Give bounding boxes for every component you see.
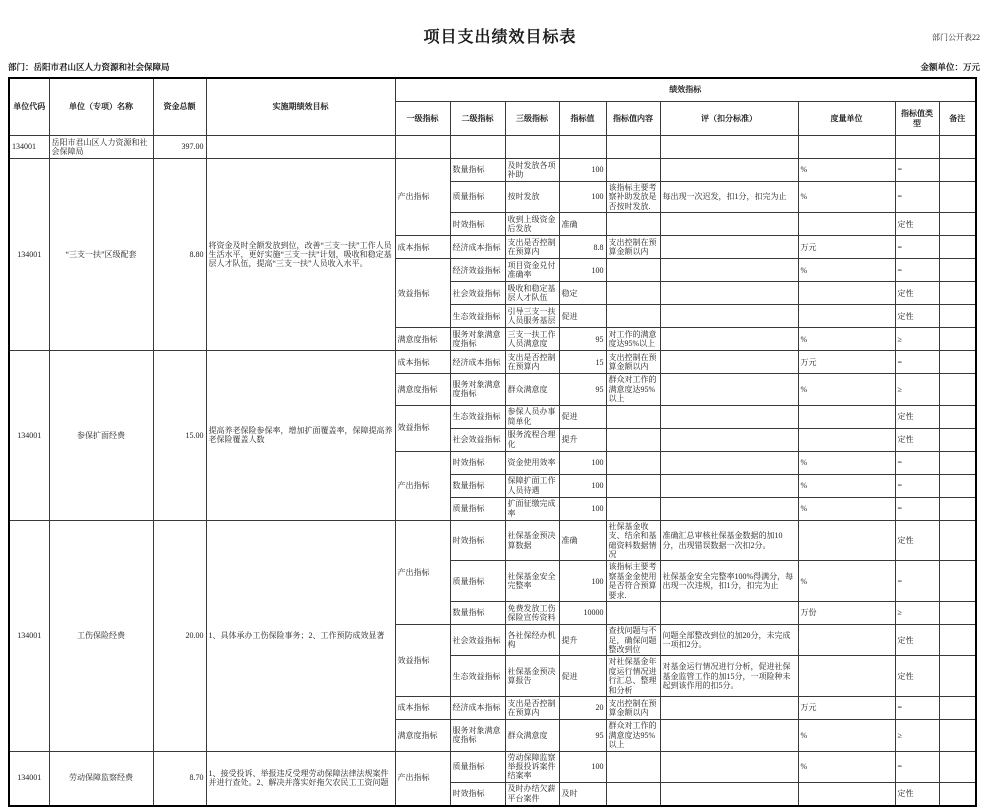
- cell-unit-name: “三支一扶”区级配套: [49, 159, 153, 351]
- cell-level1: 成本指标: [395, 351, 450, 374]
- cell-value-content: 该指标主要考察基金金使用是否符合预算要求.: [606, 561, 660, 602]
- cell-score-rule: [660, 602, 798, 625]
- cell-score-rule: 社保基金安全完整率100%得满分，每出现一次违规，扣1分，扣完为止: [660, 561, 798, 602]
- cell-level2: 时效指标: [450, 782, 505, 806]
- cell-level3: 服务流程合理化: [505, 428, 559, 451]
- cell-unit-code: 134001: [9, 159, 49, 351]
- col-header-value-content: 指标值内容: [606, 102, 660, 136]
- cell-measure-unit: [798, 305, 895, 328]
- cell-measure-unit: %: [798, 561, 895, 602]
- cell-value-type: =: [895, 259, 939, 282]
- cell-level2: 经济成本指标: [450, 236, 505, 259]
- cell-level2: 质量指标: [450, 751, 505, 782]
- doc-number: 部门公开表22: [932, 33, 980, 42]
- cell-level2: 数量指标: [450, 474, 505, 497]
- cell-level1: 产出指标: [395, 451, 450, 520]
- cell-measure-unit: %: [798, 182, 895, 213]
- page-title: 项目支出绩效目标表: [423, 29, 577, 46]
- cell-value-content: 支出控制在预算金额以内: [606, 351, 660, 374]
- cell-value-content: 社保基金收支、结余和基础资料数据情况: [606, 520, 660, 561]
- cell-amount: 15.00: [153, 351, 206, 520]
- cell-value: 准确: [559, 213, 606, 236]
- cell-level3: 按时发放: [505, 182, 559, 213]
- cell-score-rule: [660, 697, 798, 720]
- cell-value: 100: [559, 474, 606, 497]
- cell-measure-unit: 万份: [798, 602, 895, 625]
- cell-level3: 支出是否控制在预算内: [505, 697, 559, 720]
- cell-remark: [939, 656, 976, 697]
- cell-value-content: 对工作的满意度达95%以上: [606, 328, 660, 351]
- summary-row: [9, 136, 976, 159]
- cell-empty: [559, 136, 606, 159]
- cell-level1: 效益指标: [395, 405, 450, 451]
- cell-level3: 社保基金安全完整率: [505, 561, 559, 602]
- cell-level2: 经济效益指标: [450, 259, 505, 282]
- cell-level2: 生态效益指标: [450, 405, 505, 428]
- cell-goal: 将资金及时全额发放到位，改善“三支一扶”工作人员生活水平，更好实施“三支一扶”计划，吸收和稳定基层人才队伍，提高“三支一扶”人员收入水平。: [206, 159, 395, 351]
- cell-level2: 经济成本指标: [450, 351, 505, 374]
- cell-level2: 质量指标: [450, 182, 505, 213]
- cell-measure-unit: %: [798, 374, 895, 405]
- cell-empty: [606, 136, 660, 159]
- cell-value-type: =: [895, 182, 939, 213]
- cell-score-rule: [660, 213, 798, 236]
- cell-value-type: 定性: [895, 305, 939, 328]
- performance-table: [8, 77, 977, 807]
- cell-value-type: =: [895, 451, 939, 474]
- cell-value-type: 定性: [895, 520, 939, 561]
- cell-measure-unit: [798, 520, 895, 561]
- col-header-score-rule: 评（扣分标准）: [660, 102, 798, 136]
- cell-remark: [939, 474, 976, 497]
- col-header-unit-name: 单位（专项）名称: [49, 78, 153, 136]
- cell-value-type: 定性: [895, 213, 939, 236]
- cell-value-type: =: [895, 351, 939, 374]
- cell-level3: 各社保经办机构: [505, 625, 559, 656]
- cell-value-content: 该指标主要考察补助发放是否按时发放.: [606, 182, 660, 213]
- cell-value-content: [606, 782, 660, 806]
- cell-level1: 满意度指标: [395, 374, 450, 405]
- cell-score-rule: 每出现一次迟发，扣1分，扣完为止: [660, 182, 798, 213]
- col-header-level3: 三级指标: [505, 102, 559, 136]
- cell-value-type: ≥: [895, 720, 939, 751]
- col-header-performance-group: 绩效指标: [395, 78, 976, 102]
- cell-measure-unit: %: [798, 259, 895, 282]
- cell-goal: [206, 136, 395, 159]
- cell-unit-code: 134001: [9, 136, 49, 159]
- cell-score-rule: [660, 259, 798, 282]
- cell-level1: 成本指标: [395, 697, 450, 720]
- cell-measure-unit: [798, 213, 895, 236]
- cell-value: 10000: [559, 602, 606, 625]
- cell-value-content: 群众对工作的满意度达95%以上: [606, 720, 660, 751]
- cell-score-rule: 问题全部整改到位的加20分，未完成一项扣2分。: [660, 625, 798, 656]
- cell-value-type: 定性: [895, 625, 939, 656]
- cell-goal: 1、接受投诉、举报违反受理劳动保障法律法规案件并进行查处。2、解决并落实好拖欠农民工工资问题: [206, 751, 395, 806]
- cell-remark: [939, 697, 976, 720]
- cell-measure-unit: %: [798, 751, 895, 782]
- department-label: 部门：岳阳市君山区人力资源和社会保障局: [8, 62, 170, 72]
- cell-unit-code: 134001: [9, 751, 49, 806]
- cell-level3: 群众满意度: [505, 374, 559, 405]
- cell-value: 100: [559, 497, 606, 520]
- header-row-top: [9, 78, 976, 102]
- cell-value-type: 定性: [895, 782, 939, 806]
- cell-remark: [939, 751, 976, 782]
- cell-value-content: [606, 497, 660, 520]
- cell-remark: [939, 602, 976, 625]
- cell-empty: [505, 136, 559, 159]
- cell-measure-unit: %: [798, 720, 895, 751]
- cell-unit-code: 134001: [9, 351, 49, 520]
- cell-remark: [939, 561, 976, 602]
- cell-value-type: =: [895, 697, 939, 720]
- cell-empty: [395, 136, 450, 159]
- cell-level2: 生态效益指标: [450, 305, 505, 328]
- cell-level1: 满意度指标: [395, 720, 450, 751]
- cell-measure-unit: %: [798, 451, 895, 474]
- cell-level1: 产出指标: [395, 751, 450, 806]
- cell-level2: 生态效益指标: [450, 656, 505, 697]
- cell-measure-unit: %: [798, 497, 895, 520]
- cell-amount: 8.70: [153, 751, 206, 806]
- cell-empty: [798, 136, 895, 159]
- cell-level3: 免费发放工伤保险宣传资料: [505, 602, 559, 625]
- cell-level3: 引导三支一扶人员服务基层: [505, 305, 559, 328]
- cell-unit-code: 134001: [9, 520, 49, 751]
- cell-value-type: =: [895, 474, 939, 497]
- cell-measure-unit: %: [798, 159, 895, 182]
- cell-score-rule: [660, 282, 798, 305]
- cell-score-rule: [660, 782, 798, 806]
- indicator-row: [9, 751, 976, 782]
- cell-level3: 支出是否控制在预算内: [505, 351, 559, 374]
- col-header-remark: 备注: [939, 102, 976, 136]
- cell-value-content: [606, 282, 660, 305]
- cell-level3: 劳动保障监察举报投诉案件结案率: [505, 751, 559, 782]
- col-header-period-goal: 实施期绩效目标: [206, 78, 395, 136]
- cell-remark: [939, 282, 976, 305]
- cell-level3: 群众满意度: [505, 720, 559, 751]
- cell-amount: 397.00: [153, 136, 206, 159]
- cell-level1: 成本指标: [395, 236, 450, 259]
- cell-level1: 产出指标: [395, 520, 450, 625]
- col-header-value: 指标值: [559, 102, 606, 136]
- cell-value-content: [606, 405, 660, 428]
- cell-value-content: 查找问题与不足，确保问题整改到位: [606, 625, 660, 656]
- cell-value: 100: [559, 561, 606, 602]
- cell-value: 促进: [559, 405, 606, 428]
- cell-level2: 社会效益指标: [450, 428, 505, 451]
- cell-value-content: [606, 259, 660, 282]
- cell-measure-unit: [798, 782, 895, 806]
- cell-level3: 资金使用效率: [505, 451, 559, 474]
- cell-level2: 时效指标: [450, 213, 505, 236]
- cell-measure-unit: [798, 405, 895, 428]
- cell-value-content: 群众对工作的满意度达95%以上: [606, 374, 660, 405]
- cell-value: 15: [559, 351, 606, 374]
- cell-value-type: =: [895, 236, 939, 259]
- cell-level3: 及时办结欠薪平台案件: [505, 782, 559, 806]
- cell-value: 100: [559, 751, 606, 782]
- cell-measure-unit: %: [798, 328, 895, 351]
- cell-value: 100: [559, 182, 606, 213]
- cell-level2: 社会效益指标: [450, 282, 505, 305]
- cell-value-type: =: [895, 159, 939, 182]
- cell-value: 促进: [559, 656, 606, 697]
- cell-level3: 保障扩面工作人员待遇: [505, 474, 559, 497]
- cell-level2: 服务对象满意度指标: [450, 374, 505, 405]
- cell-level2: 社会效益指标: [450, 625, 505, 656]
- cell-remark: [939, 259, 976, 282]
- cell-level3: 支出是否控制在预算内: [505, 236, 559, 259]
- cell-value-content: 支出控制在预算金额以内: [606, 697, 660, 720]
- cell-level2: 质量指标: [450, 561, 505, 602]
- cell-remark: [939, 213, 976, 236]
- cell-value-content: 对社保基金年度运行情况进行汇总、整理和分析: [606, 656, 660, 697]
- cell-level2: 经济成本指标: [450, 697, 505, 720]
- cell-unit-name: 工伤保险经费: [49, 520, 153, 751]
- cell-value: 及时: [559, 782, 606, 806]
- cell-level2: 时效指标: [450, 451, 505, 474]
- cell-score-rule: 对基金运行情况进行分析，促进社保基金监管工作的加15分，一项险种未起到该作用的扣5分。: [660, 656, 798, 697]
- cell-score-rule: [660, 159, 798, 182]
- cell-measure-unit: [798, 656, 895, 697]
- cell-value-type: ≥: [895, 328, 939, 351]
- cell-level2: 服务对象满意度指标: [450, 720, 505, 751]
- cell-value-type: ≥: [895, 602, 939, 625]
- cell-value-type: =: [895, 751, 939, 782]
- cell-remark: [939, 236, 976, 259]
- cell-level3: 项目资金兑付准确率: [505, 259, 559, 282]
- cell-level3: 参保人员办事简单化: [505, 405, 559, 428]
- cell-measure-unit: %: [798, 474, 895, 497]
- cell-value: 促进: [559, 305, 606, 328]
- cell-remark: [939, 305, 976, 328]
- cell-score-rule: [660, 751, 798, 782]
- table-body: [9, 136, 976, 806]
- cell-remark: [939, 405, 976, 428]
- cell-value-content: [606, 751, 660, 782]
- cell-value-content: [606, 428, 660, 451]
- cell-score-rule: [660, 351, 798, 374]
- cell-score-rule: [660, 374, 798, 405]
- col-header-total-fund: 资金总额: [153, 78, 206, 136]
- cell-level2: 数量指标: [450, 159, 505, 182]
- cell-level3: 社保基金预决算报告: [505, 656, 559, 697]
- indicator-row: [9, 351, 976, 374]
- cell-value: 20: [559, 697, 606, 720]
- cell-empty: [660, 136, 798, 159]
- cell-unit-name: 岳阳市君山区人力资源和社会保障局: [49, 136, 153, 159]
- cell-level1: 效益指标: [395, 259, 450, 328]
- cell-value: 提升: [559, 625, 606, 656]
- cell-amount: 8.80: [153, 159, 206, 351]
- cell-value-type: =: [895, 561, 939, 602]
- table-header: [9, 78, 976, 136]
- cell-remark: [939, 351, 976, 374]
- col-header-level1: 一级指标: [395, 102, 450, 136]
- col-header-value-type: 指标值类型: [895, 102, 939, 136]
- cell-remark: [939, 159, 976, 182]
- cell-value: 稳定: [559, 282, 606, 305]
- cell-score-rule: [660, 328, 798, 351]
- cell-level3: 三支一扶工作人员满意度: [505, 328, 559, 351]
- cell-score-rule: [660, 428, 798, 451]
- cell-level2: 质量指标: [450, 497, 505, 520]
- cell-value-content: [606, 213, 660, 236]
- cell-value-type: 定性: [895, 405, 939, 428]
- cell-score-rule: 准确汇总审核社保基金数据的加10分，出现错误数据一次扣2分。: [660, 520, 798, 561]
- cell-value-content: [606, 474, 660, 497]
- cell-measure-unit: [798, 282, 895, 305]
- cell-value-content: [606, 159, 660, 182]
- cell-remark: [939, 497, 976, 520]
- cell-measure-unit: 万元: [798, 351, 895, 374]
- cell-amount: 20.00: [153, 520, 206, 751]
- cell-goal: 1、具体承办工伤保险事务；2、工作预防成效显著: [206, 520, 395, 751]
- cell-level1: 产出指标: [395, 159, 450, 236]
- indicator-row: [9, 159, 976, 182]
- cell-goal: 提高养老保险参保率，增加扩面覆盖率，保障提高养老保险覆盖人数: [206, 351, 395, 520]
- col-header-measure-unit: 度量单位: [798, 102, 895, 136]
- cell-level1: 效益指标: [395, 625, 450, 697]
- cell-measure-unit: 万元: [798, 697, 895, 720]
- cell-value-content: [606, 305, 660, 328]
- cell-score-rule: [660, 474, 798, 497]
- cell-remark: [939, 625, 976, 656]
- cell-remark: [939, 782, 976, 806]
- cell-value-type: ≥: [895, 374, 939, 405]
- cell-level3: 扩面征缴完成率: [505, 497, 559, 520]
- cell-level3: 社保基金预决算数据: [505, 520, 559, 561]
- cell-score-rule: [660, 497, 798, 520]
- cell-value: 准确: [559, 520, 606, 561]
- meta-row: [0, 61, 1000, 73]
- cell-unit-name: 参保扩面经费: [49, 351, 153, 520]
- cell-value: 100: [559, 159, 606, 182]
- cell-level3: 吸收和稳定基层人才队伍: [505, 282, 559, 305]
- cell-score-rule: [660, 720, 798, 751]
- cell-remark: [939, 182, 976, 213]
- cell-empty: [939, 136, 976, 159]
- cell-value: 95: [559, 720, 606, 751]
- cell-level2: 数量指标: [450, 602, 505, 625]
- cell-remark: [939, 720, 976, 751]
- cell-value-type: 定性: [895, 656, 939, 697]
- cell-value: 95: [559, 374, 606, 405]
- cell-remark: [939, 428, 976, 451]
- indicator-row: [9, 520, 976, 561]
- cell-measure-unit: [798, 625, 895, 656]
- cell-value: 提升: [559, 428, 606, 451]
- cell-value-content: [606, 451, 660, 474]
- col-header-level2: 二级指标: [450, 102, 505, 136]
- cell-measure-unit: [798, 428, 895, 451]
- cell-value: 95: [559, 328, 606, 351]
- cell-value-content: [606, 602, 660, 625]
- col-header-unit-code: 单位代码: [9, 78, 49, 136]
- cell-value-type: 定性: [895, 282, 939, 305]
- cell-remark: [939, 328, 976, 351]
- cell-value: 100: [559, 259, 606, 282]
- cell-value-type: 定性: [895, 428, 939, 451]
- cell-value: 8.8: [559, 236, 606, 259]
- cell-unit-name: 劳动保障监察经费: [49, 751, 153, 806]
- cell-score-rule: [660, 451, 798, 474]
- cell-level3: 及时发放各项补助: [505, 159, 559, 182]
- cell-value: 100: [559, 451, 606, 474]
- cell-level2: 时效指标: [450, 520, 505, 561]
- cell-level1: 满意度指标: [395, 328, 450, 351]
- cell-value-type: =: [895, 497, 939, 520]
- cell-level2: 服务对象满意度指标: [450, 328, 505, 351]
- cell-score-rule: [660, 236, 798, 259]
- cell-score-rule: [660, 405, 798, 428]
- cell-value-content: 支出控制在预算金额以内: [606, 236, 660, 259]
- cell-score-rule: [660, 305, 798, 328]
- amount-unit-label: 金额单位：万元: [920, 62, 980, 72]
- cell-empty: [450, 136, 505, 159]
- cell-remark: [939, 520, 976, 561]
- cell-remark: [939, 374, 976, 405]
- cell-empty: [895, 136, 939, 159]
- cell-level3: 收到上级资金后发放: [505, 213, 559, 236]
- cell-remark: [939, 451, 976, 474]
- cell-measure-unit: 万元: [798, 236, 895, 259]
